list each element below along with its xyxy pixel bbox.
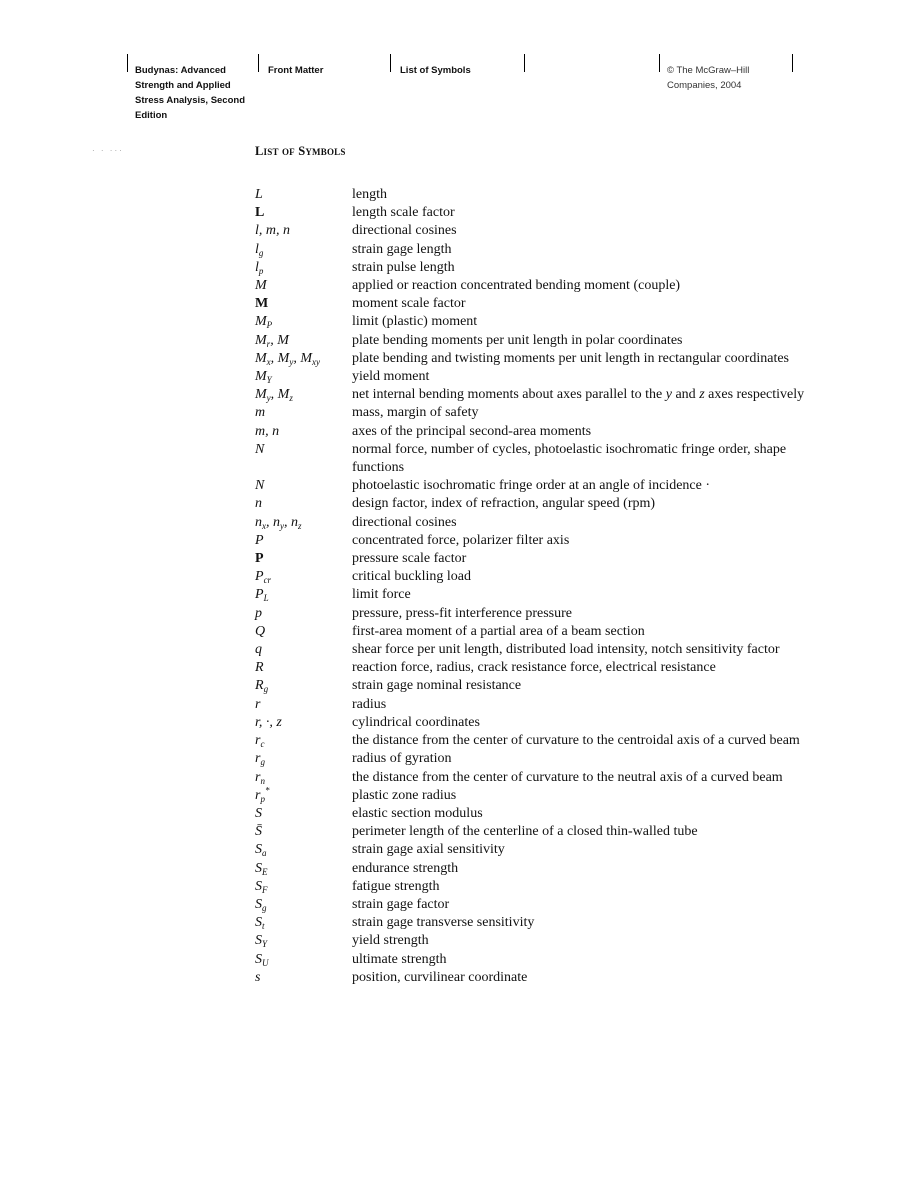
symbol: $r_c$ — [255, 733, 265, 750]
symbol: M — [255, 278, 267, 294]
symbol: N — [255, 441, 265, 457]
list-item — [255, 586, 815, 604]
list-item — [255, 514, 815, 532]
symbol-description: yield strength — [352, 933, 429, 949]
symbol-description: yield moment — [352, 369, 430, 385]
header-copyright: © The McGraw–Hill Companies, 2004 — [667, 65, 750, 91]
symbol: p — [255, 605, 262, 621]
symbol: $r_n$ — [255, 769, 265, 786]
list-item — [255, 222, 815, 240]
symbol: $S_t$ — [255, 915, 265, 932]
page-header — [127, 54, 791, 120]
list-item — [255, 404, 815, 422]
list-item — [255, 477, 815, 495]
margin-marks: · · ··· — [92, 146, 124, 155]
symbol: m, n — [255, 423, 280, 439]
symbol: M — [255, 296, 269, 312]
symbol-description: axes of the principal second-area moments — [352, 423, 592, 439]
list-item — [255, 878, 815, 896]
symbol-description: strain pulse length — [352, 259, 455, 275]
symbol-description: length scale factor — [352, 205, 455, 221]
list-item — [255, 241, 815, 259]
list-item — [255, 441, 815, 477]
list-item — [255, 641, 815, 659]
symbol: $r_g$ — [255, 751, 265, 768]
symbol: S — [255, 805, 262, 821]
list-item — [255, 332, 815, 350]
symbol: $M_x$, $M_y$, $M_{xy}$ — [255, 350, 321, 367]
symbol: $S_g$ — [255, 896, 267, 913]
symbol: $S_a$ — [255, 842, 267, 859]
symbol-description: the distance from the center of curvature to the centroidal axis of a curved beam — [352, 733, 800, 749]
list-item — [255, 860, 815, 878]
header-section: Front Matter — [268, 65, 324, 76]
symbol-description: reaction force, radius, crack resistance force, electrical resistance — [352, 660, 716, 676]
symbol: Q — [255, 623, 266, 639]
list-item — [255, 750, 815, 768]
symbol: $S_F$ — [255, 878, 268, 895]
symbol: $S_Y$ — [255, 933, 268, 950]
symbol-description: directional cosines — [352, 223, 457, 239]
symbol: q — [255, 642, 262, 658]
symbol-description: applied or reaction concentrated bending moment (couple) — [352, 278, 681, 294]
symbol: l, m, n — [255, 223, 290, 239]
symbol: L — [255, 205, 265, 221]
symbol-description: plate bending and twisting moments per unit length in rectangular coordinates — [352, 350, 790, 366]
symbol-description: elastic section modulus — [352, 805, 483, 821]
list-item — [255, 423, 815, 441]
list-item — [255, 769, 815, 787]
symbol-description: design factor, index of refraction, angular speed (rpm) — [352, 496, 656, 512]
symbol-description: shear force per unit length, distributed load intensity, notch sensitivity factor — [352, 642, 780, 658]
symbol-description: strain gage length — [352, 241, 452, 257]
symbol-description: limit force — [352, 587, 411, 603]
symbol-description: photoelastic isochromatic fringe order at an angle of incidence · — [352, 478, 711, 494]
list-item — [255, 623, 815, 641]
symbol-description: net internal bending moments about axes parallel to the y and z axes respectively — [352, 387, 805, 403]
list-item — [255, 350, 815, 368]
symbol: $P_L$ — [255, 587, 269, 604]
symbol: $l_g$ — [255, 241, 264, 258]
symbol: R — [255, 660, 264, 676]
symbol-description: strain gage transverse sensitivity — [352, 915, 535, 931]
symbol-description: length — [352, 187, 387, 202]
page-title: List of Symbols — [255, 144, 346, 158]
list-item — [255, 532, 815, 550]
symbol-description: pressure, press-fit interference pressure — [352, 605, 573, 621]
symbol-description: normal force, number of cycles, photoelastic isochromatic fringe order, shape functions — [352, 441, 787, 476]
symbol-list — [255, 186, 815, 987]
symbol-description: radius — [352, 696, 387, 712]
symbol-description: critical buckling load — [352, 569, 471, 585]
symbol: $R_g$ — [255, 678, 269, 695]
symbol-description: radius of gyration — [352, 751, 452, 767]
list-item — [255, 732, 815, 750]
symbol: r — [255, 696, 261, 712]
list-item — [255, 368, 815, 386]
symbol: $r_p^*$ — [255, 785, 270, 804]
symbol: $n_x$, $n_y$, $n_z$ — [255, 514, 302, 531]
symbol: $M_P$ — [255, 314, 273, 331]
symbol: $M_r$, M — [255, 332, 289, 349]
symbol-description: strain gage nominal resistance — [352, 678, 522, 694]
symbol: N — [255, 478, 265, 494]
symbol-description: concentrated force, polarizer filter axis — [352, 532, 570, 548]
symbol-description: strain gage factor — [352, 896, 450, 912]
list-item — [255, 696, 815, 714]
symbol-description: first-area moment of a partial area of a beam section — [352, 623, 645, 639]
symbol-description: the distance from the center of curvature to the neutral axis of a curved beam — [352, 769, 783, 785]
symbol-description: strain gage axial sensitivity — [352, 842, 505, 858]
list-item — [255, 787, 815, 805]
list-item — [255, 386, 815, 404]
symbol-description: moment scale factor — [352, 296, 466, 312]
list-item — [255, 714, 815, 732]
list-item — [255, 951, 815, 969]
symbol: n — [255, 496, 262, 512]
symbol: s — [255, 969, 261, 985]
symbol-description: directional cosines — [352, 514, 457, 530]
list-item — [255, 896, 815, 914]
list-item — [255, 186, 815, 204]
list-item — [255, 550, 815, 568]
list-item — [255, 313, 815, 331]
symbol-description: perimeter length of the centerline of a closed thin-walled tube — [352, 824, 698, 840]
symbol: $S_E$ — [255, 860, 268, 877]
list-item — [255, 914, 815, 932]
symbol-description: position, curvilinear coordinate — [352, 969, 528, 985]
list-item — [255, 495, 815, 513]
symbol-description: cylindrical coordinates — [352, 714, 480, 730]
symbol-description: endurance strength — [352, 860, 459, 876]
list-item — [255, 259, 815, 277]
header-chapter: List of Symbols — [400, 65, 471, 76]
symbol: $l_p$ — [255, 259, 264, 276]
symbol-description: plastic zone radius — [352, 787, 457, 803]
symbol-description: plate bending moments per unit length in polar coordinates — [352, 332, 683, 348]
symbol: $S_U$ — [255, 951, 269, 968]
symbol: r, ·, z — [255, 714, 282, 730]
list-item — [255, 823, 815, 841]
symbol: S̄ — [255, 824, 262, 840]
header-cell-blank — [524, 54, 660, 72]
list-item — [255, 677, 815, 695]
list-item — [255, 605, 815, 623]
symbol-description: pressure scale factor — [352, 551, 467, 567]
symbol: L — [255, 187, 263, 202]
symbol: P — [255, 532, 264, 548]
list-item — [255, 204, 815, 222]
symbol: $M_y$, $M_z$ — [255, 387, 293, 404]
symbol: P — [255, 551, 264, 567]
list-item — [255, 659, 815, 677]
symbol-description: mass, margin of safety — [352, 405, 479, 421]
symbol: $P_{cr}$ — [255, 569, 272, 586]
symbol: $M_Y$ — [255, 369, 272, 386]
list-item — [255, 932, 815, 950]
symbol: m — [255, 405, 266, 421]
list-item — [255, 295, 815, 313]
list-item — [255, 568, 815, 586]
list-item — [255, 805, 815, 823]
header-book-title: Budynas: Advanced Strength and Applied Stress Analysis, Second Edition — [135, 65, 246, 121]
list-item — [255, 841, 815, 859]
list-item — [255, 969, 815, 987]
symbol-description: ultimate strength — [352, 951, 447, 967]
symbol-description: fatigue strength — [352, 878, 440, 894]
list-item — [255, 277, 815, 295]
symbol-description: limit (plastic) moment — [352, 314, 478, 330]
